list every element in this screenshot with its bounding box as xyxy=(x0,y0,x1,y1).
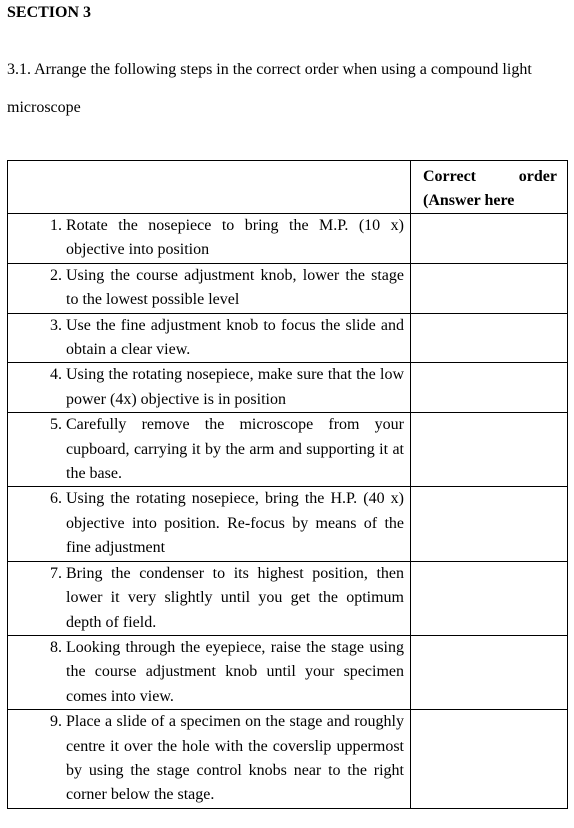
step-number: 8. xyxy=(50,638,62,656)
step-text: Looking through the eyepiece, raise the stage using the course adjustment knob until your specimen comes into view. xyxy=(66,638,404,705)
step-item xyxy=(8,710,404,808)
step-cell xyxy=(8,363,411,413)
step-text: Using the rotating nosepiece, bring the H.P. (40 x) objective into position. Re-focus by means of the fine adjustment xyxy=(66,490,404,557)
answer-cell[interactable] xyxy=(411,263,568,313)
step-text: Place a slide of a specimen on the stage and roughly centre it over the hole with the coverslip uppermost by using the stage control knobs near to the right corner below the stage. xyxy=(66,713,404,804)
step-cell xyxy=(8,413,411,487)
table-row xyxy=(8,710,568,809)
header-answer-here-label: (Answer here xyxy=(423,192,515,209)
step-cell xyxy=(8,263,411,313)
answer-cell[interactable] xyxy=(411,487,568,561)
step-item xyxy=(8,413,404,486)
step-text: Carefully remove the microscope from your cupboard, carrying it by the arm and supporting it at the base. xyxy=(66,416,404,483)
header-step-cell xyxy=(8,161,411,214)
header-order-label: order xyxy=(518,168,557,185)
header-answer-line1 xyxy=(423,165,557,189)
table-row xyxy=(8,487,568,561)
step-number: 3. xyxy=(50,316,62,334)
step-text: Using the rotating nosepiece, make sure that the low power (4x) objective is in position xyxy=(66,366,404,408)
table-header-row xyxy=(8,161,568,214)
step-item xyxy=(8,636,404,709)
step-number: 1. xyxy=(50,217,62,234)
step-text: Rotate the nosepiece to bring the M.P. (10 x) objective into position xyxy=(66,217,404,259)
table-row xyxy=(8,313,568,363)
answer-cell[interactable] xyxy=(411,214,568,264)
header-correct-label: Correct xyxy=(423,168,476,185)
step-item xyxy=(8,214,404,263)
step-item xyxy=(8,314,404,363)
step-text: Use the fine adjustment knob to focus the slide and obtain a clear view. xyxy=(66,316,404,359)
step-cell xyxy=(8,635,411,709)
header-answer-cell xyxy=(411,161,568,214)
step-number: 7. xyxy=(50,564,62,582)
answer-cell[interactable] xyxy=(411,313,568,363)
step-cell xyxy=(8,487,411,561)
step-text: Bring the condenser to its highest position, then lower it very slightly until you get the optimum depth of field. xyxy=(66,564,404,631)
table-row xyxy=(8,635,568,709)
answer-cell[interactable] xyxy=(411,561,568,635)
step-item xyxy=(8,487,404,560)
table-row xyxy=(8,363,568,413)
table-row xyxy=(8,561,568,635)
step-item xyxy=(8,562,404,635)
step-number: 6. xyxy=(50,490,62,508)
step-item xyxy=(8,264,404,313)
question-text: 3.1. Arrange the following steps in the correct order when using a compound light microscope xyxy=(7,61,532,116)
step-cell xyxy=(8,313,411,363)
table-row xyxy=(8,263,568,313)
step-cell xyxy=(8,214,411,264)
step-number: 2. xyxy=(50,266,62,284)
step-number: 9. xyxy=(50,713,62,731)
section-title: SECTION 3 xyxy=(7,4,92,21)
step-number: 5. xyxy=(50,416,62,434)
answer-cell[interactable] xyxy=(411,635,568,709)
answer-cell[interactable] xyxy=(411,363,568,413)
table-row xyxy=(8,413,568,487)
step-text: Using the course adjustment knob, lower the stage to the lowest possible level xyxy=(66,266,404,309)
table-row xyxy=(8,214,568,264)
step-item xyxy=(8,363,404,412)
step-number: 4. xyxy=(50,366,62,384)
steps-table xyxy=(7,160,568,809)
answer-cell[interactable] xyxy=(411,413,568,487)
step-cell xyxy=(8,710,411,809)
answer-cell[interactable] xyxy=(411,710,568,809)
step-cell xyxy=(8,561,411,635)
